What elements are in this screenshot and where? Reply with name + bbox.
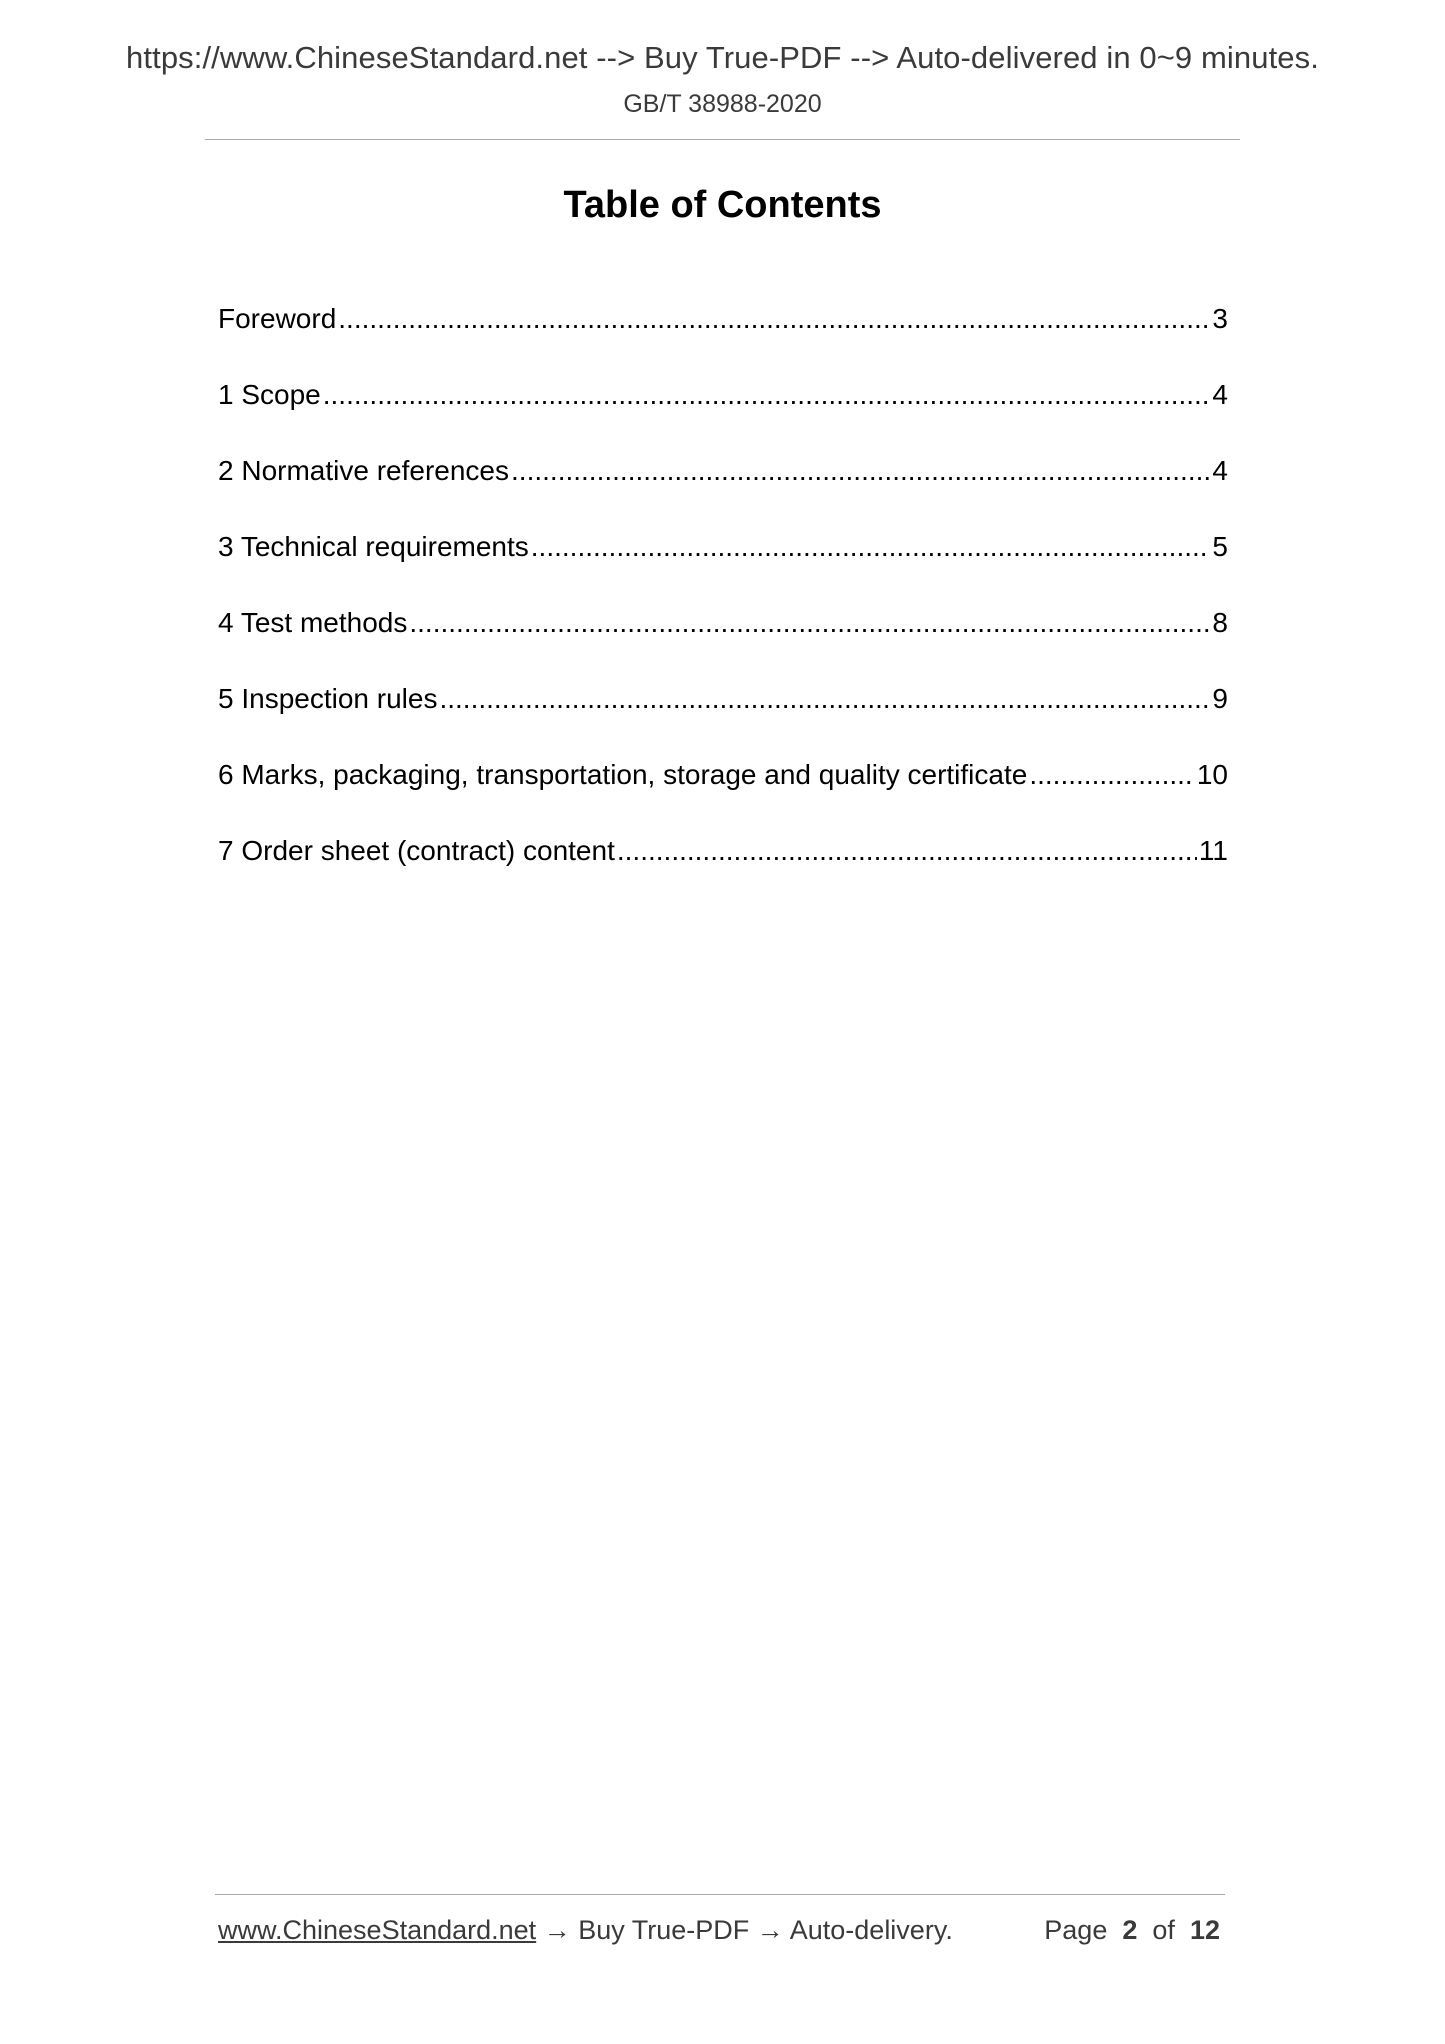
toc-entry-label: 1 Scope [218, 379, 321, 410]
dot-leader [1029, 759, 1195, 791]
table-of-contents [218, 303, 1228, 911]
toc-entry-page: 4 [1212, 455, 1228, 486]
toc-entry-label: 4 Test methods [218, 607, 408, 638]
page-number [1044, 1915, 1220, 1946]
dot-leader [338, 303, 1210, 335]
toc-entry-label: 3 Technical requirements [218, 531, 529, 562]
dot-leader [439, 683, 1210, 715]
toc-entry-label: 7 Order sheet (contract) content [218, 835, 615, 866]
toc-entry-foreword[interactable] [218, 303, 1228, 379]
toc-entry-order-sheet[interactable] [218, 835, 1228, 911]
toc-entry-inspection-rules[interactable] [218, 683, 1228, 759]
site-link[interactable]: www.ChineseStandard.net [218, 1915, 537, 1945]
toc-entry-label: 6 Marks, packaging, transportation, storage and quality certificate [218, 759, 1028, 790]
document-code: GB/T 38988-2020 [623, 90, 822, 118]
of-word: of [1152, 1915, 1175, 1945]
total-pages: 12 [1189, 1915, 1220, 1945]
toc-entry-page: 8 [1212, 607, 1228, 638]
dot-leader [323, 379, 1211, 411]
toc-entry-page: 9 [1212, 683, 1228, 714]
toc-entry-normative-references[interactable] [218, 455, 1228, 531]
toc-entry-test-methods[interactable] [218, 607, 1228, 683]
footer-tagline: → Buy True-PDF → Auto-delivery. [536, 1915, 953, 1945]
footer-promo [218, 1915, 953, 1946]
toc-entry-page: 5 [1212, 531, 1228, 562]
toc-entry-scope[interactable] [218, 379, 1228, 455]
header-divider [205, 139, 1240, 140]
dot-leader [511, 455, 1210, 487]
toc-entry-marks-packaging[interactable] [218, 759, 1228, 835]
page-title: Table of Contents [563, 184, 882, 226]
toc-entry-page: 3 [1212, 303, 1228, 334]
dot-leader [617, 835, 1197, 867]
toc-entry-label: Foreword [218, 303, 337, 334]
page-word: Page [1044, 1915, 1108, 1945]
current-page: 2 [1122, 1915, 1138, 1945]
toc-entry-page: 10 [1196, 759, 1228, 790]
footer-divider [215, 1894, 1225, 1895]
toc-entry-page: 4 [1212, 379, 1228, 410]
toc-entry-label: 5 Inspection rules [218, 683, 438, 714]
dot-leader [531, 531, 1211, 563]
toc-entry-label: 2 Normative references [218, 455, 510, 486]
toc-entry-page: 11 [1198, 835, 1228, 866]
dot-leader [409, 607, 1210, 639]
toc-entry-technical-requirements[interactable] [218, 531, 1228, 607]
top-banner: https://www.ChineseStandard.net --> Buy True-PDF --> Auto-delivered in 0~9 minutes. [126, 40, 1319, 75]
